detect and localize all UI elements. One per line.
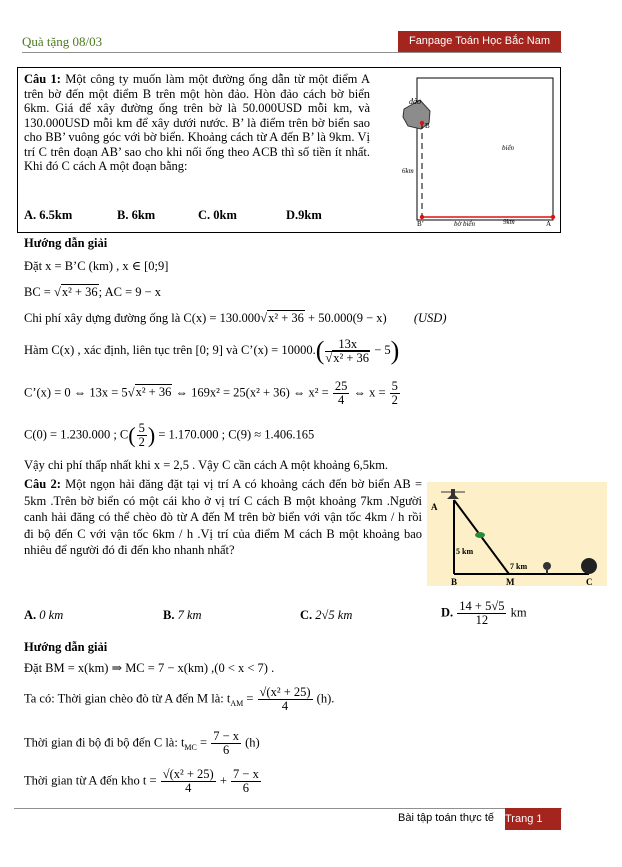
solution1-line-6: C(0) = 1.230.000 ; C( $\frac{5}{2}$ ) = 1.170.000 ; C(9) ≈ 1.406.165 bbox=[24, 421, 315, 449]
solution1-line-5: C’(x) = 0 ⇔ 13x = 5√x² + 36 ⇔ 169x² = 25(x² + 36) ⇔ x² = $\frac{25}{4}$ ⇔ x = $\frac{5}{2}$ bbox=[24, 379, 398, 407]
solution2-line-3: Thời gian đi bộ đi bộ đến C là: $t_{MC}$ = $\frac{7 - x}{6}$ (h) bbox=[24, 729, 260, 757]
solution1-line-1: Đặt x = B’C (km) , x ∈ [0;9] bbox=[24, 259, 169, 273]
problem1-choice-d: D.9km bbox=[286, 208, 322, 222]
seven-km-label: 7 km bbox=[510, 562, 528, 571]
six-km-label: 6km bbox=[402, 167, 414, 175]
point-m-label: M bbox=[506, 577, 515, 586]
island-label: đảo bbox=[409, 97, 421, 106]
problem2-text: Câu 2: Một ngọn hải đăng đặt tại vị trí A có khoảng cách đến bờ biển AB = 5km .Trên bờ biển có một cái kho ở vị trí C cách B một khoảng 7km .Người canh hải đăng có thể chèo đò từ A đến M trên bờ biển với vận tốc 4km / h rồi đi bộ đến C với vận tốc 6km / h .Vị trí của điểm M cách B một khoảng bao nhiêu để người đó đi đến kho nhanh nhất? bbox=[24, 477, 423, 557]
problem1-choice-b: B. 6km bbox=[117, 208, 156, 222]
header-fanpage-badge: Fanpage Toán Học Bắc Nam bbox=[398, 31, 561, 52]
lighthouse-point-a-label: A bbox=[431, 502, 438, 512]
problem1-choice-c: C. 0km bbox=[198, 208, 237, 222]
solution2-line-2: Ta có: Thời gian chèo đò từ A đến M là: $t_{AM}$ = $\frac{\text{√(x² + 25)}}{4}$ (h). bbox=[24, 685, 335, 713]
solution2-line-4: Thời gian từ A đến kho t = $\frac{\text{√(x² + 25)}}{4}$ + $\frac{7 - x}{6}$ bbox=[24, 767, 259, 795]
solution1-line-2: BC = √x² + 36; AC = 9 − x bbox=[24, 285, 162, 299]
solution1-heading: Hướng dẫn giải bbox=[24, 236, 108, 250]
problem2-choice-d: D. $\frac{14 + 5√5}{12}$ km bbox=[441, 599, 527, 627]
island-pipeline-figure bbox=[392, 77, 556, 227]
solution1-line-4: Hàm C(x) , xác định, liên tục trên [0; 9] và C’(x) = 10000.( $\frac{13x}{\text{√x² + 36}}$ − 5) bbox=[24, 336, 400, 365]
shore-label: bờ biển bbox=[454, 220, 476, 227]
header-gift-date: Quà tặng 08/03 bbox=[22, 34, 103, 49]
lighthouse-figure bbox=[427, 482, 607, 586]
five-km-label: 5 km bbox=[456, 547, 474, 556]
point-c-label: C bbox=[586, 577, 593, 586]
footer-title: Bài tập toán thực tế bbox=[398, 812, 495, 824]
footer-page-badge: Trang 1 bbox=[505, 808, 561, 830]
problem1-choice-a: A. 6.5km bbox=[24, 208, 73, 222]
problem1-text: Câu 1: Một công ty muốn làm một đường ống dẫn từ một điểm A trên bờ đến một điểm B trên một hòn đảo. Hòn đảo cách bờ biển 6km. Giá để xây đường ống trên bờ là 50.000USD mỗi km, và 130.000USD mỗi km để xây dưới nước. B’ là điểm trên bờ biển sao cho BB’ vuông góc với bờ biển. Khoảng cách từ A đến B’ là 9km. Vị trí C trên đoạn AB’ sao cho khi nối ống theo ACB thì số tiền ít nhất. Khi đó C cách A một đoạn bằng: bbox=[24, 72, 370, 173]
problem2-choice-a: A. 0 km bbox=[24, 608, 64, 622]
solution2-line-1: Đặt BM = x(km) ⇒ MC = 7 − x(km) ,(0 < x < 7) . bbox=[24, 661, 275, 675]
solution1-conclusion: Vậy chi phí thấp nhất khi x = 2,5 . Vậy C cần cách A một khoảng 6,5km. bbox=[24, 458, 389, 472]
point-b-label: B bbox=[425, 122, 430, 130]
problem2-choice-c: C. 2√5 km bbox=[300, 608, 353, 622]
header-divider bbox=[22, 52, 562, 53]
point-b-label-2: B bbox=[451, 577, 458, 586]
nine-km-label: 9km bbox=[503, 218, 515, 226]
solution1-line-3: Chi phí xây dựng đường ống là C(x) = 130.000√x² + 36 + 50.000(9 − x) (USD) bbox=[24, 311, 447, 325]
point-a-label: A bbox=[546, 220, 552, 227]
footer-divider bbox=[14, 808, 562, 809]
problem2-choice-b: B. 7 km bbox=[163, 608, 202, 622]
point-b-prime-label: B’ bbox=[417, 220, 424, 227]
sea-label: biển bbox=[502, 144, 515, 152]
solution2-heading: Hướng dẫn giải bbox=[24, 640, 108, 654]
